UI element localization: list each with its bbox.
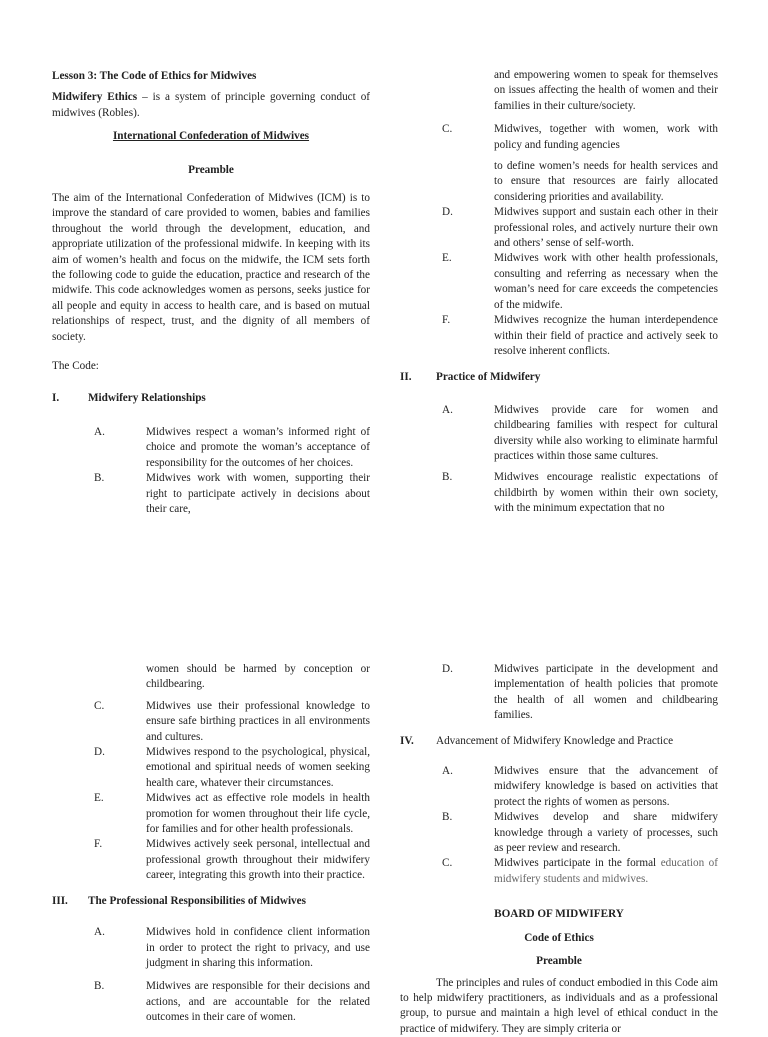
item-text: Midwives work with other health professionals, consulting and referring as necessary when the woman’s need for care exceeds the competencies of the midwife. — [494, 252, 718, 310]
item-text: Midwives ensure that the advancement of midwifery knowledge is based on activities that protect the rights of women as persons. — [494, 765, 718, 808]
section-2-item-c — [94, 699, 370, 745]
board-preamble-heading: Preamble — [400, 954, 718, 969]
section-3-list — [52, 925, 370, 1025]
item-text: Midwives work with women, supporting their right to participate actively in decisions about their care, — [146, 472, 370, 515]
item-marker: F. — [442, 313, 450, 328]
item-text: Midwives, together with women, work with policy and funding agencies — [494, 123, 718, 150]
lesson-title: Lesson 3: The Code of Ethics for Midwives — [52, 69, 370, 84]
item-marker: F. — [94, 837, 102, 852]
board-title: BOARD OF MIDWIFERY — [400, 907, 718, 922]
section-1-heading — [52, 391, 370, 406]
section-1-item-b — [94, 471, 370, 517]
section-4-item-b — [442, 810, 718, 856]
item-text: and empowering women to speak for themselves on issues affecting the health of women and their families in their culture/society. — [494, 69, 718, 112]
section-3-title: The Professional Responsibilities of Midwives — [88, 895, 306, 907]
item-marker: A. — [442, 403, 453, 418]
section-4-item-c — [442, 856, 718, 887]
section-3-heading — [52, 894, 370, 909]
section-2-item-b — [442, 470, 718, 516]
section-1-number: I. — [52, 391, 59, 406]
item-text: Midwives provide care for women and childbearing families with respect for cultural diversity while also working to eliminate harmful practices within those same cultures. — [494, 404, 718, 462]
section-4-number: IV. — [400, 734, 414, 749]
item-text: Midwives recognize the human interdependence within their field of practice and actively seek to resolve inherent conflicts. — [494, 314, 718, 357]
section-2-item-f — [94, 837, 370, 883]
item-marker: A. — [94, 425, 105, 440]
item-text: Midwives encourage realistic expectations of childbirth by women within their own society, with the minimum expectation that no — [494, 471, 718, 514]
item-text: Midwives participate in the development and implementation of health policies that promote the health of all women and childbearing families. — [494, 663, 718, 721]
item-text: Midwives respond to the psychological, physical, emotional and spiritual needs of women seeking health care, whatever their circumstances. — [146, 746, 370, 789]
section-2-heading — [400, 370, 718, 385]
section-4-list — [400, 764, 718, 887]
section-1-list-continued — [400, 68, 718, 359]
board-code-of-ethics: Code of Ethics — [400, 931, 718, 946]
section-2-list-continued — [52, 662, 370, 884]
item-text: Midwives hold in confidence client information in order to protect the right to privacy, and use judgment in sharing this information. — [146, 926, 370, 969]
item-marker: C. — [442, 122, 452, 137]
section-1-item-a — [94, 425, 370, 471]
left-column-top — [52, 69, 370, 517]
section-3-item-b — [94, 979, 370, 1025]
item-text: Midwives respect a woman’s informed right of choice and promote the woman’s acceptance of responsibility for the outcomes of her choices. — [146, 426, 370, 469]
section-4-title: Advancement of Midwifery Knowledge and Practice — [436, 735, 673, 747]
section-2-item-d — [94, 745, 370, 791]
item-text: Midwives are responsible for their decisions and actions, and are accountable for the related outcomes in their care of women. — [146, 980, 370, 1023]
section-2-number: II. — [400, 370, 412, 385]
section-1-title: Midwifery Relationships — [88, 392, 206, 404]
item-text: Midwives develop and share midwifery knowledge through a variety of processes, such as peer review and research. — [494, 811, 718, 854]
board-preamble-text: The principles and rules of conduct embodied in this Code aim to help midwifery practitioners, as individuals and as a professional group, to pursue and maintain a high level of ethical conduct in the practice of midwifery. They are simply criteria or — [400, 976, 718, 1037]
section-3-item-a — [94, 925, 370, 971]
item-marker: D. — [442, 205, 453, 220]
section-1-item-c — [442, 122, 718, 153]
item-text: to define women’s needs for health services and to ensure that resources are fairly allocated considering priorities and availability. — [494, 160, 718, 203]
section-1-item-e — [442, 251, 718, 313]
item-marker: B. — [442, 470, 452, 485]
icm-heading: International Confederation of Midwives — [52, 129, 370, 144]
section-3-list-continued — [400, 662, 718, 724]
item-marker: E. — [94, 791, 104, 806]
item-marker: E. — [442, 251, 452, 266]
item-marker: D. — [442, 662, 453, 677]
section-3-number: III. — [52, 894, 68, 909]
definition-term: Midwifery Ethics — [52, 91, 137, 103]
preamble-text: The aim of the International Confederation of Midwives (ICM) is to improve the standard of care provided to women, babies and families throughout the world through the development, education, and appropriate utilization of the professional midwife. In keeping with its aim of women’s health and focus on the midwife, the ICM sets forth the following code to guide the education, practice and research of the midwife. This code acknowledges women as persons, seeks justice for all people and equity in access to health care, and is based on mutual relationships of respect, trust, and the dignity of all members of society. — [52, 191, 370, 345]
midwifery-ethics-definition — [52, 90, 370, 121]
section-1-list — [52, 425, 370, 517]
section-4-item-a — [442, 764, 718, 810]
left-column-bottom — [52, 662, 370, 1026]
preamble-heading: Preamble — [52, 163, 370, 178]
item-text: Midwives use their professional knowledge to ensure safe birthing practices in all environments and cultures. — [146, 700, 370, 743]
section-2-title: Practice of Midwifery — [436, 371, 540, 383]
section-2-item-a — [442, 403, 718, 465]
item-marker: B. — [94, 471, 104, 486]
section-1-item-b-continued — [442, 68, 718, 114]
section-1-item-f — [442, 313, 718, 359]
right-column-bottom — [400, 662, 718, 1037]
item-text: Midwives participate in the formal — [494, 857, 661, 869]
definition-text: – is a system of principle governing conduct of midwives (Robles). — [52, 91, 370, 118]
section-1-item-d — [442, 205, 718, 251]
right-column-top — [400, 68, 718, 517]
item-text: Midwives act as effective role models in health promotion for women throughout their life cycle, for families and for other health professionals. — [146, 792, 370, 835]
section-1-item-c-continued — [442, 159, 718, 205]
item-marker: B. — [94, 979, 104, 994]
the-code-label: The Code: — [52, 359, 370, 374]
item-marker: D. — [94, 745, 105, 760]
section-3-item-d — [442, 662, 718, 724]
item-text: Midwives support and sustain each other in their professional roles, and actively nurture their own and others’ sense of self-worth. — [494, 206, 718, 249]
item-marker: B. — [442, 810, 452, 825]
item-text-faded: education of midwifery students and midwives. — [494, 857, 718, 884]
item-marker: A. — [442, 764, 453, 779]
item-marker: A. — [94, 925, 105, 940]
section-4-heading — [400, 734, 718, 749]
section-2-list — [400, 403, 718, 517]
item-marker: C. — [94, 699, 104, 714]
section-2-item-e — [94, 791, 370, 837]
item-text: women should be harmed by conception or childbearing. — [146, 663, 370, 690]
item-marker: C. — [442, 856, 452, 871]
section-2-item-b-continued — [94, 662, 370, 693]
item-text: Midwives actively seek personal, intellectual and professional growth throughout their midwifery career, integrating this growth into their practice. — [146, 838, 370, 881]
